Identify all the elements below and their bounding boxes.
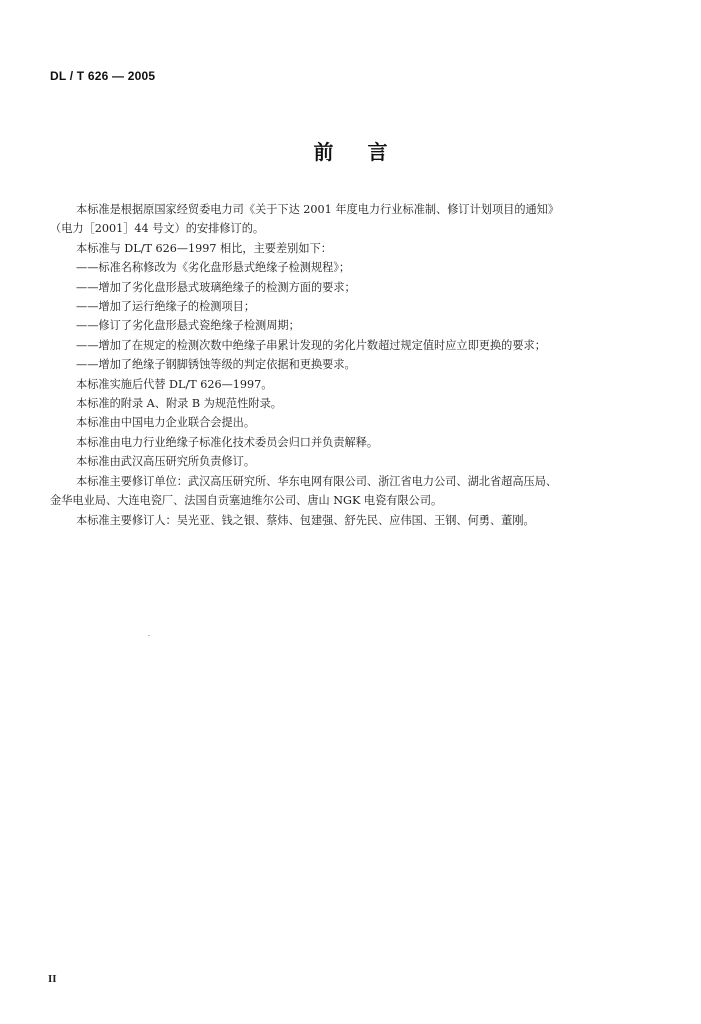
paragraph: 本标准的附录 A、附录 B 为规范性附录。 <box>76 397 282 411</box>
standard-code: DL / T 626 — 2005 <box>50 69 156 83</box>
paragraph: （电力［2001］44 号文）的安排修订的。 <box>50 222 265 236</box>
paragraph: 本标准由中国电力企业联合会提出。 <box>76 416 256 430</box>
list-item: ——增加了在规定的检测次数中绝缘子串累计发现的劣化片数超过规定值时应立即更换的要求； <box>76 338 546 352</box>
list-item: ——增加了绝缘子钢脚锈蚀等级的判定依据和更换要求。 <box>76 358 356 372</box>
paragraph: 本标准是根据原国家经贸委电力司《关于下达 2001 年度电力行业标准制、修订计划项目的通知》 <box>76 203 560 216</box>
paragraph: 本标准由电力行业绝缘子标准化技术委员会归口并负责解释。 <box>76 435 379 449</box>
list-item: ——增加了运行绝缘子的检测项目； <box>76 300 256 314</box>
scan-speck <box>148 635 150 636</box>
paragraph: 本标准主要修订人：吴光亚、钱之银、蔡炜、包建强、舒先民、应伟国、王钢、何勇、董刚。 <box>76 513 535 527</box>
page-title: 前言 <box>313 140 422 164</box>
list-item: ——增加了劣化盘形悬式玻璃绝缘子的检测方面的要求； <box>76 280 356 294</box>
paragraph: 本标准由武汉高压研究所负责修订。 <box>76 455 256 469</box>
paragraph: 金华电业局、大连电瓷厂、法国自贡塞迪维尔公司、唐山 NGK 电瓷有限公司。 <box>50 494 443 508</box>
list-item: ——修订了劣化盘形悬式瓷绝缘子检测周期； <box>76 319 300 333</box>
foreword-body <box>50 200 670 530</box>
paragraph: 本标准与 DL/T 626—1997 相比，主要差别如下： <box>76 241 332 255</box>
paragraph: 本标准主要修订单位：武汉高压研究所、华东电网有限公司、浙江省电力公司、湖北省超高压局、 <box>76 474 558 488</box>
page-number: II <box>48 973 57 985</box>
list-item: ——标准名称修改为《劣化盘形悬式绝缘子检测规程》； <box>76 261 351 275</box>
paragraph: 本标准实施后代替 DL/T 626—1997。 <box>76 377 273 391</box>
